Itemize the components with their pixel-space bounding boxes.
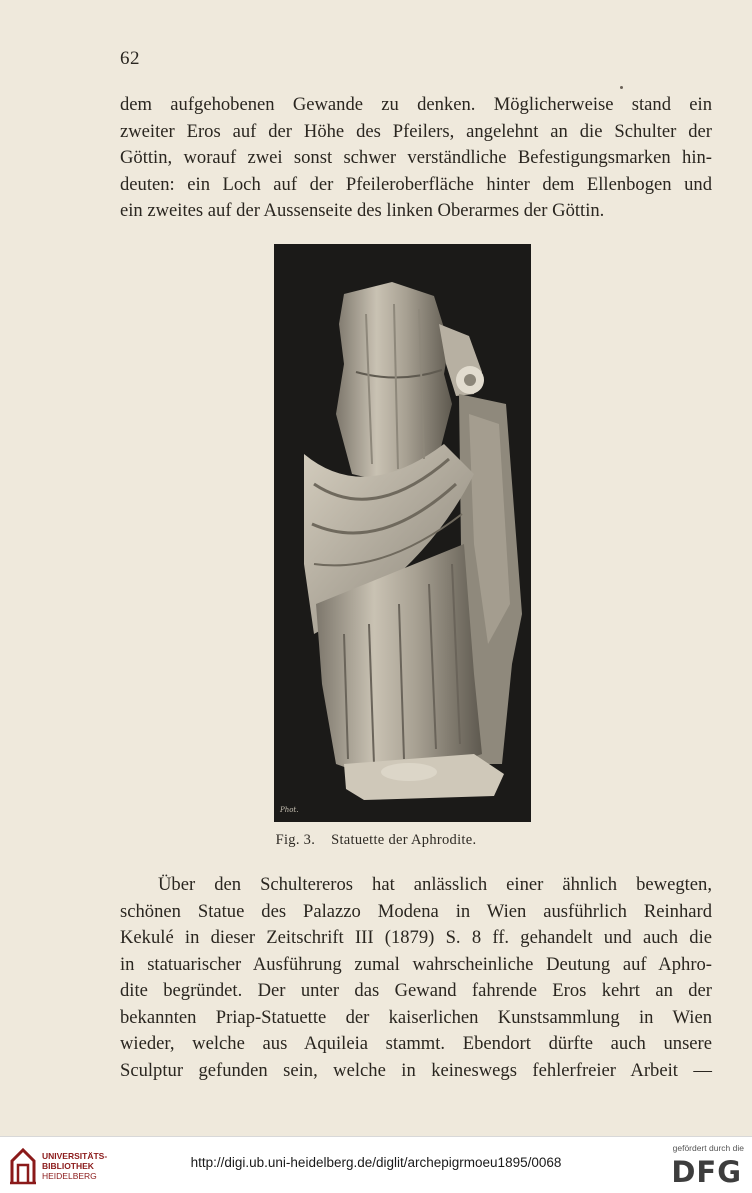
- statue-image: [274, 244, 531, 822]
- text-line: Göttin, worauf zwei sonst schwer verständliche Befestigungsmarken hin-: [120, 147, 712, 168]
- text-line: in statuarischer Ausführung zumal wahrscheinliche Deutung auf Aphro-: [120, 953, 712, 975]
- figure-title: Statuette der Aphrodite.: [331, 832, 477, 848]
- ink-speck: [620, 86, 623, 89]
- text-line: bekannten Priap-Statuette der kaiserlichen Kunstsammlung in Wien: [120, 1006, 712, 1028]
- text-line: schönen Statue des Palazzo Modena in Wien ausführlich Reinhard: [120, 900, 712, 922]
- figure-label: Fig. 3.: [275, 832, 316, 848]
- text-line: zweiter Eros auf der Höhe des Pfeilers, angelehnt an die Schulter der: [120, 120, 712, 142]
- text-line: Sculptur gefunden sein, welche in keineswegs fehlerfreier Arbeit —: [120, 1059, 712, 1081]
- digitization-footer: [0, 1136, 752, 1193]
- text-line: dem aufgehobenen Gewande zu denken. Möglicherweise stand ein: [120, 94, 712, 115]
- permalink-url[interactable]: http://digi.ub.uni-heidelberg.de/diglit/archepigrmoeu1895/0068: [190, 1155, 562, 1170]
- text-line: Kekulé in dieser Zeitschrift III (1879) S. 8 ff. gehandelt und auch die: [120, 927, 712, 948]
- library-name: UNIVERSITÄTS- BIBLIOTHEK HEIDELBERG: [42, 1151, 108, 1181]
- text-line: wieder, welche aus Aquileia stammt. Ebendort dürfte auch unsere: [120, 1033, 712, 1054]
- funding-note: gefördert durch die: [672, 1143, 744, 1153]
- page-number: 62: [120, 48, 140, 69]
- paragraph-2: [120, 872, 712, 1084]
- paragraph-1: [120, 92, 712, 225]
- statuette-photograph: [274, 244, 531, 822]
- text-line: Über den Schultereros hat anlässlich einer ähnlich bewegten,: [158, 874, 712, 895]
- svg-text:Phot.: Phot.: [280, 806, 299, 814]
- dfg-logo: DFG: [671, 1155, 742, 1189]
- text-line: deuten: ein Loch auf der Pfeileroberfläche hinter dem Ellenbogen und: [120, 173, 712, 195]
- text-line: dite begründet. Der unter das Gewand fahrende Eros kehrt an der: [120, 980, 712, 1001]
- figure-caption: [0, 832, 752, 849]
- text-line: ein zweites auf der Aussenseite des linken Oberarmes der Göttin.: [120, 200, 605, 221]
